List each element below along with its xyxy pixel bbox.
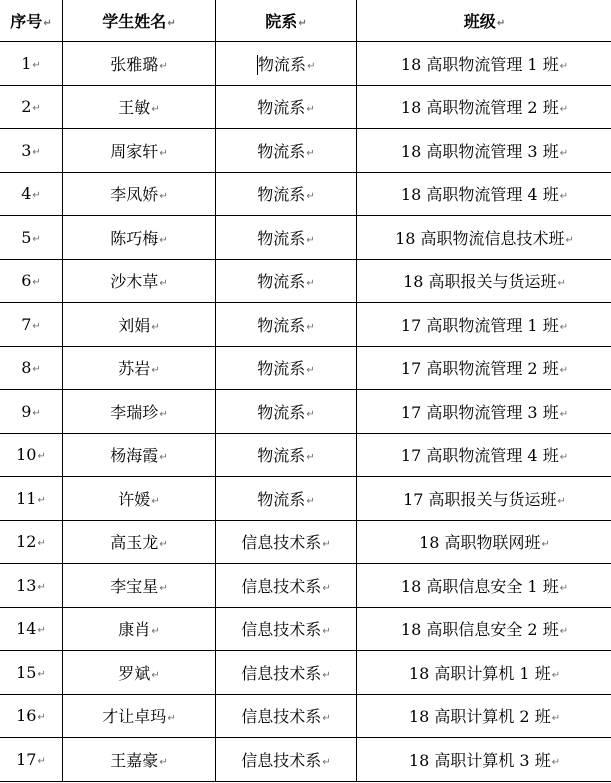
cell-text: 信息技术系 (241, 707, 322, 727)
paragraph-mark-icon: ↵ (322, 626, 331, 638)
cell-class[interactable] (357, 216, 611, 260)
table-row (0, 694, 611, 738)
paragraph-mark-icon: ↵ (32, 233, 41, 245)
cell-department[interactable] (216, 129, 357, 173)
cell-department[interactable] (216, 651, 357, 695)
cell-class[interactable] (357, 738, 611, 782)
table-row (0, 738, 611, 782)
cell-text: 1 (21, 53, 32, 73)
table-row (0, 564, 611, 608)
cell-text: 18 高职物流管理 1 班 (400, 54, 559, 74)
cell-text: 2 (21, 97, 32, 117)
paragraph-mark-icon: ↵ (557, 278, 566, 290)
paragraph-mark-icon: ↵ (37, 712, 46, 724)
paragraph-mark-icon: ↵ (167, 18, 176, 29)
paragraph-mark-icon: ↵ (32, 407, 41, 419)
paragraph-mark-icon: ↵ (322, 756, 331, 768)
cell-student-name[interactable] (63, 216, 216, 260)
paragraph-mark-icon: ↵ (151, 669, 160, 681)
paragraph-mark-icon: ↵ (559, 321, 569, 333)
cell-text: 18 高职计算机 1 班 (408, 663, 551, 683)
cell-text: 信息技术系 (241, 620, 322, 640)
cell-text: 8 (21, 358, 32, 378)
cell-text: 17 高职报关与货运班 (403, 489, 557, 509)
cell-text: 信息技术系 (241, 576, 322, 596)
cell-text: 5 (21, 227, 32, 247)
paragraph-mark-icon: ↵ (306, 365, 315, 377)
cell-student-name[interactable] (63, 259, 216, 303)
table-row (0, 607, 611, 651)
cell-serial[interactable] (0, 738, 63, 782)
cell-text: 18 高职信息安全 2 班 (400, 620, 559, 640)
paragraph-mark-icon: ↵ (551, 713, 561, 725)
table-body (0, 42, 611, 782)
cell-serial[interactable] (0, 85, 63, 129)
table-row (0, 651, 611, 695)
cell-department[interactable] (216, 390, 357, 434)
cell-text: 才让卓玛 (102, 707, 167, 727)
paragraph-mark-icon: ↵ (322, 539, 331, 551)
cell-text: 陈巧梅 (110, 228, 159, 248)
table-header (0, 0, 611, 42)
table-row (0, 433, 611, 477)
cell-class[interactable] (357, 85, 611, 129)
paragraph-mark-icon: ↵ (565, 234, 574, 246)
cell-serial[interactable] (0, 477, 63, 521)
cell-text: 物流系 (257, 489, 306, 509)
cell-class[interactable] (357, 259, 611, 303)
table-row (0, 259, 611, 303)
paragraph-mark-icon: ↵ (159, 191, 168, 203)
cell-text: 3 (21, 140, 32, 160)
table-row (0, 42, 611, 86)
cell-department[interactable] (216, 694, 357, 738)
cell-text: 14 (16, 619, 37, 639)
cell-text: 17 (16, 749, 37, 769)
cell-text: 王敏 (118, 98, 151, 118)
cell-department[interactable] (216, 477, 357, 521)
cell-text: 李凤娇 (110, 185, 159, 205)
cell-student-name[interactable] (63, 651, 216, 695)
header-label-student-name: 学生姓名 (102, 12, 167, 31)
paragraph-mark-icon: ↵ (159, 147, 168, 159)
cell-text: 康肖 (118, 620, 151, 640)
cell-text: 物流系 (257, 402, 306, 422)
cell-text: 杨海霞 (110, 446, 159, 466)
paragraph-mark-icon: ↵ (559, 408, 569, 420)
cell-text: 物流系 (257, 98, 306, 118)
paragraph-mark-icon: ↵ (32, 364, 41, 376)
cell-text: 18 高职物流管理 4 班 (400, 185, 559, 205)
paragraph-mark-icon: ↵ (151, 104, 160, 116)
cell-serial[interactable] (0, 607, 63, 651)
cell-student-name[interactable] (63, 564, 216, 608)
cell-text: 17 高职物流管理 2 班 (400, 359, 559, 379)
paragraph-mark-icon: ↵ (37, 581, 46, 593)
paragraph-mark-icon: ↵ (306, 147, 315, 159)
cell-student-name[interactable] (63, 607, 216, 651)
paragraph-mark-icon: ↵ (551, 756, 561, 768)
cell-student-name[interactable] (63, 85, 216, 129)
cell-class[interactable] (357, 477, 611, 521)
paragraph-mark-icon: ↵ (559, 60, 569, 72)
header-cell-serial[interactable] (0, 0, 63, 42)
cell-text: 信息技术系 (241, 533, 322, 553)
paragraph-mark-icon: ↵ (559, 191, 569, 203)
table-row (0, 346, 611, 390)
paragraph-mark-icon: ↵ (306, 278, 315, 290)
cell-text: 沙木草 (110, 272, 159, 292)
cell-text: 18 高职信息安全 1 班 (400, 576, 559, 596)
cell-student-name[interactable] (63, 694, 216, 738)
cell-department[interactable] (216, 564, 357, 608)
cell-class[interactable] (357, 651, 611, 695)
cell-class[interactable] (357, 346, 611, 390)
cell-text: 18 高职报关与货运班 (403, 272, 557, 292)
cell-department[interactable] (216, 303, 357, 347)
paragraph-mark-icon: ↵ (559, 452, 569, 464)
cell-text: 周家轩 (110, 141, 159, 161)
paragraph-mark-icon: ↵ (37, 668, 46, 680)
paragraph-mark-icon: ↵ (32, 146, 41, 158)
cell-department[interactable] (216, 346, 357, 390)
table-row (0, 85, 611, 129)
cell-text: 刘娟 (118, 315, 151, 335)
cell-serial[interactable] (0, 42, 63, 86)
paragraph-mark-icon: ↵ (559, 104, 569, 116)
paragraph-mark-icon: ↵ (322, 669, 331, 681)
cell-text: 许媛 (118, 489, 151, 509)
cell-class[interactable] (357, 694, 611, 738)
paragraph-mark-icon: ↵ (159, 234, 168, 246)
paragraph-mark-icon: ↵ (151, 321, 160, 333)
cell-text: 10 (16, 445, 37, 465)
cell-text: 9 (21, 401, 32, 421)
cell-student-name[interactable] (63, 42, 216, 86)
paragraph-mark-icon: ↵ (557, 495, 566, 507)
cell-text: 4 (21, 184, 32, 204)
cell-serial[interactable] (0, 433, 63, 477)
paragraph-mark-icon: ↵ (306, 408, 315, 420)
table-row (0, 520, 611, 564)
paragraph-mark-icon: ↵ (306, 495, 315, 507)
cell-department[interactable] (216, 607, 357, 651)
paragraph-mark-icon: ↵ (559, 147, 569, 159)
cell-student-name[interactable] (63, 303, 216, 347)
paragraph-mark-icon: ↵ (159, 408, 168, 420)
cell-serial[interactable] (0, 694, 63, 738)
table-row (0, 390, 611, 434)
cell-class[interactable] (357, 607, 611, 651)
paragraph-mark-icon: ↵ (37, 451, 46, 463)
paragraph-mark-icon: ↵ (159, 60, 168, 72)
paragraph-mark-icon: ↵ (551, 669, 561, 681)
cell-text: 罗斌 (118, 663, 151, 683)
paragraph-mark-icon: ↵ (32, 277, 41, 289)
paragraph-mark-icon: ↵ (559, 626, 569, 638)
paragraph-mark-icon: ↵ (159, 756, 168, 768)
cell-text: 物流系 (258, 54, 307, 74)
paragraph-mark-icon: ↵ (298, 18, 307, 29)
paragraph-mark-icon: ↵ (43, 18, 52, 29)
header-cell-class[interactable] (357, 0, 611, 42)
cell-text: 物流系 (257, 185, 306, 205)
header-cell-student-name[interactable] (63, 0, 216, 42)
cell-department[interactable] (216, 216, 357, 260)
table-row (0, 303, 611, 347)
paragraph-mark-icon: ↵ (37, 625, 46, 637)
cell-text: 18 高职计算机 2 班 (408, 707, 551, 727)
header-row (0, 0, 611, 42)
cell-class[interactable] (357, 433, 611, 477)
cell-text: 17 高职物流管理 3 班 (400, 402, 559, 422)
cell-text: 张雅璐 (110, 54, 159, 74)
paragraph-mark-icon: ↵ (306, 452, 315, 464)
paragraph-mark-icon: ↵ (32, 190, 41, 202)
paragraph-mark-icon: ↵ (306, 321, 315, 333)
cell-serial[interactable] (0, 129, 63, 173)
paragraph-mark-icon: ↵ (306, 234, 315, 246)
cell-text: 15 (16, 662, 37, 682)
paragraph-mark-icon: ↵ (32, 59, 41, 71)
cell-text: 13 (16, 575, 37, 595)
cell-text: 7 (21, 314, 32, 334)
cell-student-name[interactable] (63, 520, 216, 564)
cell-student-name[interactable] (63, 346, 216, 390)
cell-serial[interactable] (0, 346, 63, 390)
table-row (0, 129, 611, 173)
paragraph-mark-icon: ↵ (322, 713, 331, 725)
cell-text: 18 高职物流管理 3 班 (400, 141, 559, 161)
paragraph-mark-icon: ↵ (306, 104, 315, 116)
paragraph-mark-icon: ↵ (32, 320, 41, 332)
paragraph-mark-icon: ↵ (37, 538, 46, 550)
cell-department[interactable] (216, 172, 357, 216)
cell-class[interactable] (357, 172, 611, 216)
cell-text: 18 高职物流信息技术班 (395, 228, 565, 248)
cell-department[interactable] (216, 42, 357, 86)
cell-department[interactable] (216, 85, 357, 129)
cell-text: 物流系 (257, 272, 306, 292)
cell-text: 17 高职物流管理 4 班 (400, 446, 559, 466)
paragraph-mark-icon: ↵ (322, 582, 331, 594)
cell-text: 12 (16, 532, 37, 552)
cell-student-name[interactable] (63, 477, 216, 521)
cell-text: 物流系 (257, 446, 306, 466)
cell-serial[interactable] (0, 172, 63, 216)
cell-student-name[interactable] (63, 172, 216, 216)
cell-class[interactable] (357, 303, 611, 347)
cell-text: 物流系 (257, 228, 306, 248)
cell-text: 信息技术系 (241, 750, 322, 770)
cell-department[interactable] (216, 738, 357, 782)
cell-serial[interactable] (0, 303, 63, 347)
cell-text: 苏岩 (118, 359, 151, 379)
cell-class[interactable] (357, 42, 611, 86)
cell-department[interactable] (216, 433, 357, 477)
cell-text: 信息技术系 (241, 663, 322, 683)
paragraph-mark-icon: ↵ (496, 18, 506, 29)
cell-department[interactable] (216, 259, 357, 303)
paragraph-mark-icon: ↵ (151, 495, 160, 507)
cell-serial[interactable] (0, 651, 63, 695)
paragraph-mark-icon: ↵ (541, 539, 550, 551)
table-row (0, 477, 611, 521)
cell-student-name[interactable] (63, 129, 216, 173)
cell-department[interactable] (216, 520, 357, 564)
cell-text: 17 高职物流管理 1 班 (400, 315, 559, 335)
cell-text: 物流系 (257, 141, 306, 161)
paragraph-mark-icon: ↵ (559, 365, 569, 377)
paragraph-mark-icon: ↵ (37, 494, 46, 506)
cell-serial[interactable] (0, 564, 63, 608)
paragraph-mark-icon: ↵ (559, 582, 569, 594)
paragraph-mark-icon: ↵ (159, 452, 168, 464)
header-label-department: 院系 (265, 12, 298, 31)
cell-text: 王嘉豪 (110, 750, 159, 770)
cell-student-name[interactable] (63, 390, 216, 434)
cell-serial[interactable] (0, 216, 63, 260)
cell-serial[interactable] (0, 390, 63, 434)
paragraph-mark-icon: ↵ (151, 626, 160, 638)
paragraph-mark-icon: ↵ (159, 278, 168, 290)
cell-text: 16 (16, 706, 37, 726)
header-label-class: 班级 (463, 12, 496, 31)
cell-class[interactable] (357, 129, 611, 173)
header-label-serial: 序号 (10, 12, 43, 31)
cell-student-name[interactable] (63, 433, 216, 477)
paragraph-mark-icon: ↵ (159, 539, 168, 551)
cell-text: 高玉龙 (110, 533, 159, 553)
table-row (0, 172, 611, 216)
cell-text: 李宝星 (110, 576, 159, 596)
paragraph-mark-icon: ↵ (167, 713, 176, 725)
cell-class[interactable] (357, 520, 611, 564)
paragraph-mark-icon: ↵ (37, 755, 46, 767)
cell-student-name[interactable] (63, 738, 216, 782)
cell-text: 6 (21, 271, 32, 291)
header-cell-department[interactable] (216, 0, 357, 42)
cell-text: 18 高职物流管理 2 班 (400, 98, 559, 118)
cell-serial[interactable] (0, 520, 63, 564)
cell-class[interactable] (357, 564, 611, 608)
table-row (0, 216, 611, 260)
cell-text: 18 高职计算机 3 班 (408, 750, 551, 770)
cell-serial[interactable] (0, 259, 63, 303)
cell-text: 11 (16, 488, 37, 508)
cell-text: 物流系 (257, 359, 306, 379)
cell-text: 18 高职物联网班 (419, 533, 541, 553)
paragraph-mark-icon: ↵ (151, 365, 160, 377)
paragraph-mark-icon: ↵ (159, 582, 168, 594)
cell-text: 李瑞珍 (110, 402, 159, 422)
paragraph-mark-icon: ↵ (307, 60, 316, 72)
paragraph-mark-icon: ↵ (306, 191, 315, 203)
cell-text: 物流系 (257, 315, 306, 335)
cell-class[interactable] (357, 390, 611, 434)
paragraph-mark-icon: ↵ (32, 103, 41, 115)
